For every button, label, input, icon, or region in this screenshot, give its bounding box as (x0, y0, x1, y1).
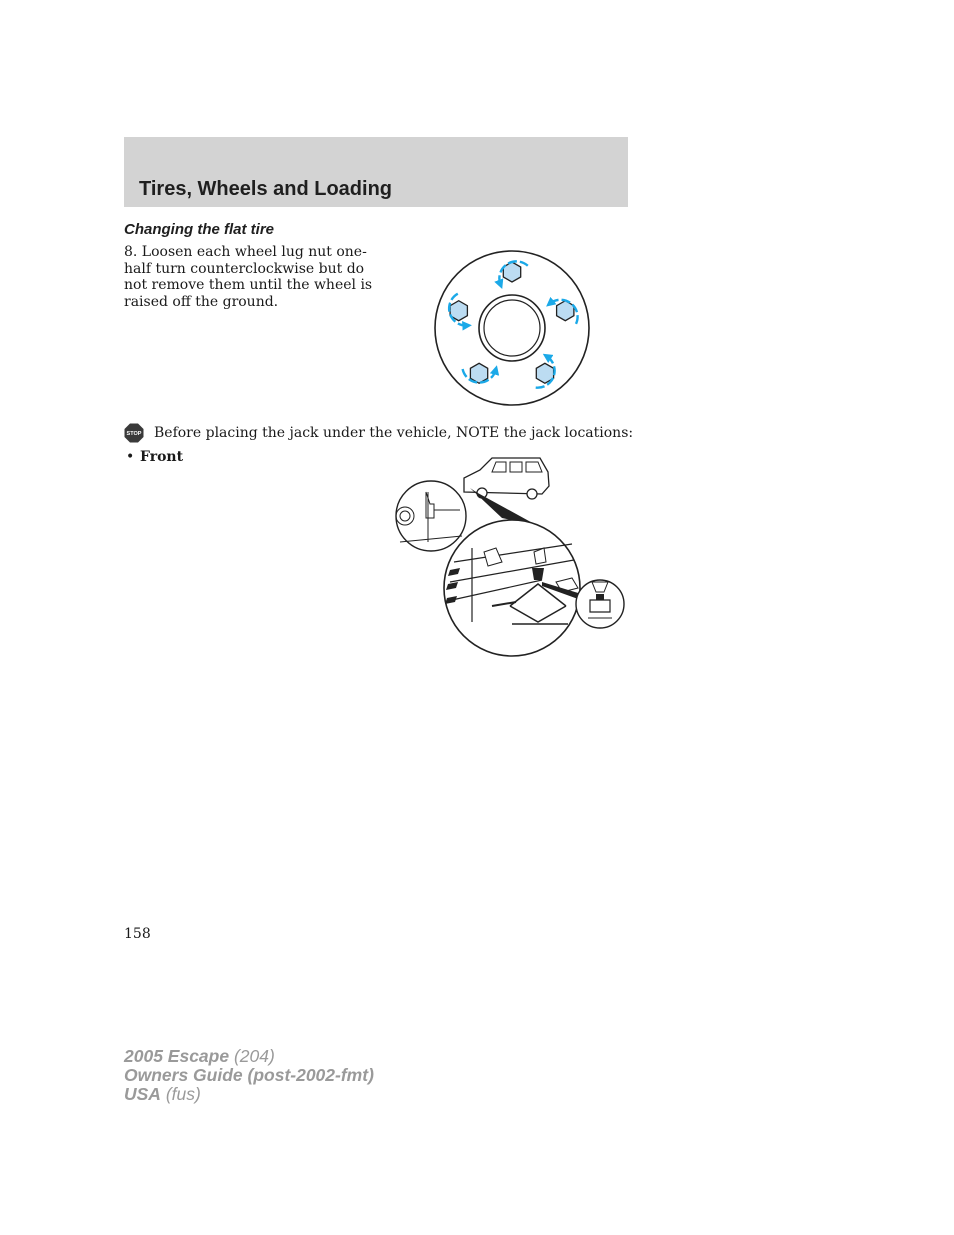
step-8-text: 8. Loosen each wheel lug nut one-half turn counterclockwise but do not remove them until the wheel is raised off the ground. (124, 244, 373, 310)
bullet-item-front (126, 449, 183, 465)
front-jack-location-figure (392, 452, 630, 660)
wheel-hub-inner (484, 300, 540, 356)
footer-line-1 (124, 1047, 374, 1066)
lug-nut (503, 262, 520, 282)
bullet-mark: • (126, 449, 135, 465)
footer-guide: Owners Guide (post-2002-fmt) (124, 1065, 374, 1085)
wheel-lug-nut-figure (432, 248, 592, 408)
footer-line-3 (124, 1085, 374, 1104)
warning-row (124, 423, 634, 443)
footer-model-code: (204) (229, 1046, 275, 1066)
wheel-detail-circle (396, 481, 466, 551)
footer-market: USA (124, 1084, 161, 1104)
footer-doc-info (124, 1047, 374, 1104)
section-title: Tires, Wheels and Loading (139, 178, 393, 200)
stop-icon-label: STOP (126, 431, 142, 437)
stop-icon (124, 423, 144, 443)
jack-pad-detail-circle (576, 580, 624, 628)
page-number: 158 (124, 926, 151, 942)
footer-market-code: (fus) (160, 1084, 201, 1104)
warning-text: Before placing the jack under the vehicle, NOTE the jack locations: (154, 425, 634, 441)
bullet-label: Front (140, 449, 184, 465)
lug-nut (557, 301, 574, 321)
footer-model: 2005 Escape (124, 1046, 230, 1066)
footer-line-2 (124, 1066, 374, 1085)
subsection-title: Changing the flat tire (124, 221, 274, 238)
